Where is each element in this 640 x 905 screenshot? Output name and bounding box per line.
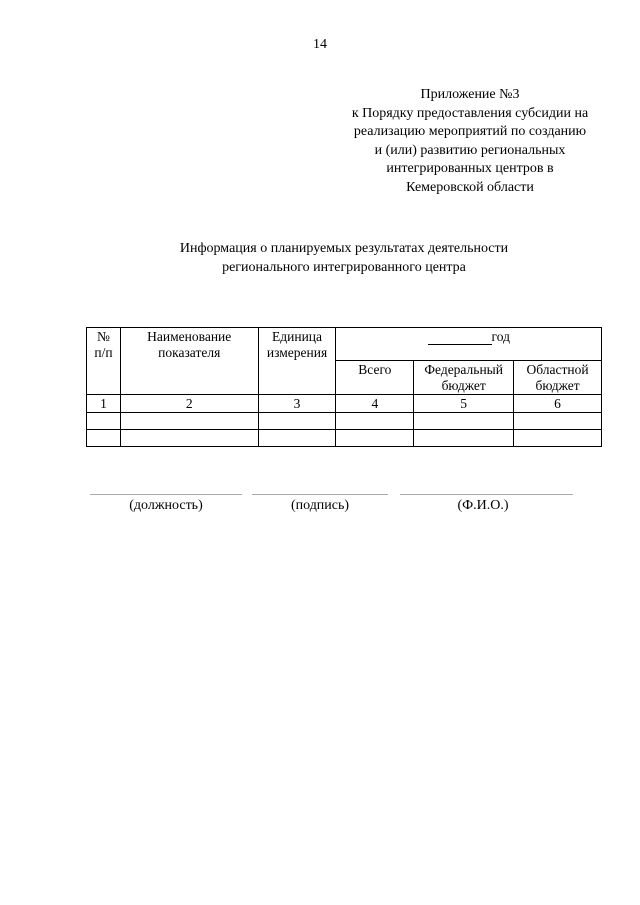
- table-cell: [514, 430, 602, 447]
- position-signature-line: [90, 494, 242, 495]
- table-cell: [120, 430, 258, 447]
- appendix-line: и (или) развитию региональных: [374, 142, 566, 158]
- header-year: [336, 328, 602, 361]
- title-line-2: регионального интегрированного центра: [222, 259, 466, 275]
- page-number: 14: [313, 37, 327, 52]
- results-table: [86, 327, 602, 447]
- header-regional-budget: [514, 361, 602, 395]
- signature-line: [252, 494, 388, 495]
- name-signature-line: [400, 494, 573, 495]
- column-number: 6: [514, 395, 602, 413]
- header-federal-line1: Федеральный: [424, 362, 503, 377]
- table-cell: [514, 413, 602, 430]
- appendix-line: реализацию мероприятий по созданию: [353, 124, 587, 139]
- table-row: [87, 430, 602, 447]
- header-total: Всего: [336, 361, 414, 395]
- year-blank-line: [428, 330, 492, 345]
- header-name-line2: показателя: [158, 345, 221, 360]
- header-unit-line2: измерения: [266, 345, 328, 360]
- appendix-line: интегрированных центров в: [386, 161, 554, 176]
- table-cell: [87, 413, 121, 430]
- document-title: [0, 240, 640, 277]
- appendix-line: Приложение №3: [420, 87, 520, 102]
- table-row: [87, 413, 602, 430]
- header-federal-budget: [414, 361, 514, 395]
- column-number: 3: [258, 395, 336, 413]
- column-number: 5: [414, 395, 514, 413]
- header-regional-line2: бюджет: [535, 378, 580, 393]
- header-federal-line2: бюджет: [441, 378, 486, 393]
- header-num-line1: №: [97, 329, 110, 344]
- title-line-1: Информация о планируемых результатах деятельности: [179, 241, 509, 256]
- table-cell: [87, 430, 121, 447]
- header-num: [87, 328, 121, 395]
- table-cell: [258, 413, 336, 430]
- header-unit: [258, 328, 336, 395]
- signature-label: (подпись): [290, 498, 350, 513]
- table-cell: [414, 430, 514, 447]
- column-number: 4: [336, 395, 414, 413]
- header-num-line2: п/п: [94, 345, 113, 360]
- column-number: 2: [120, 395, 258, 413]
- full-name-label: (Ф.И.О.): [457, 498, 509, 513]
- header-indicator-name: [120, 328, 258, 395]
- table-cell: [336, 413, 414, 430]
- column-number-row: [87, 395, 602, 413]
- table-cell: [120, 413, 258, 430]
- appendix-line: Кемеровской области: [406, 179, 534, 195]
- appendix-line: к Порядку предоставления субсидии на: [351, 105, 589, 121]
- header-name-line1: Наименование: [147, 329, 232, 344]
- appendix-header: [322, 86, 618, 197]
- header-year-label: год: [491, 329, 510, 344]
- header-unit-line1: Единица: [272, 329, 323, 344]
- header-regional-line1: Областной: [526, 362, 589, 377]
- table-cell: [258, 430, 336, 447]
- table-cell: [336, 430, 414, 447]
- table-cell: [414, 413, 514, 430]
- position-label: (должность): [129, 498, 203, 513]
- column-number: 1: [87, 395, 121, 413]
